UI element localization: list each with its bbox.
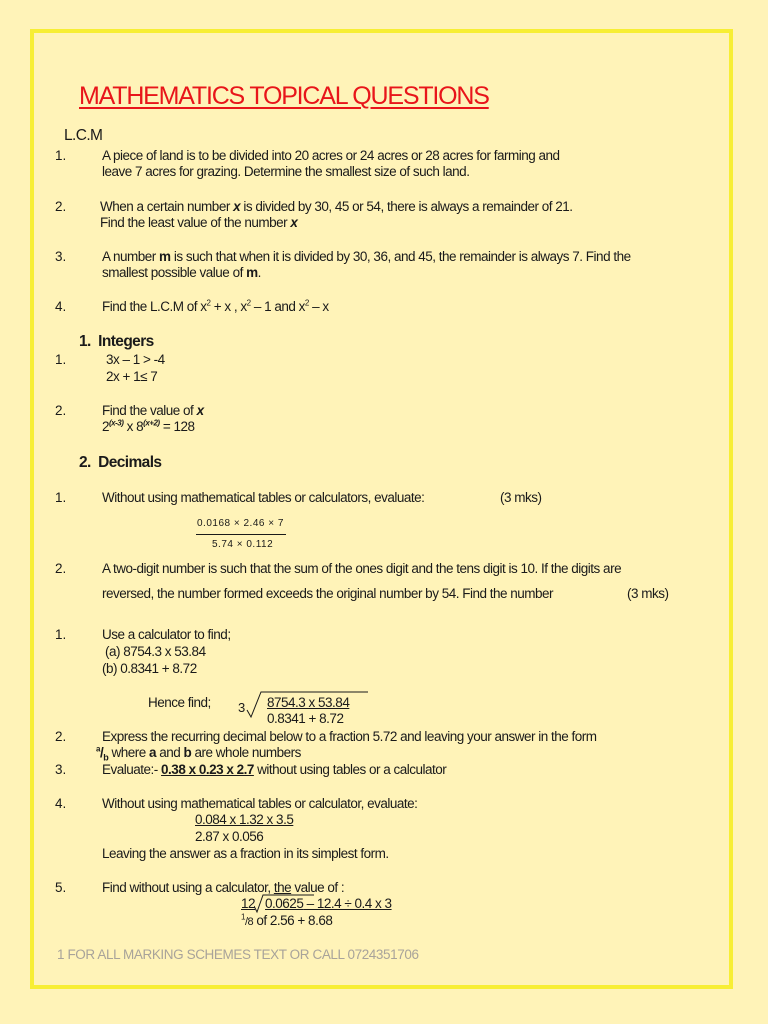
question-number: 2.	[55, 729, 67, 744]
question-number: 2.	[55, 199, 67, 214]
question-number: 4.	[55, 796, 67, 811]
question-number: 1.	[55, 148, 67, 163]
fraction-numerator: 12 0.0625 – 12.4 ÷ 0.4 x 3	[241, 896, 392, 911]
question-text: Hence find;	[148, 695, 211, 710]
section-heading-integers: 1. Integers	[79, 333, 154, 350]
page-title: MATHEMATICS TOPICAL QUESTIONS	[79, 82, 489, 110]
question-number: 1.	[55, 627, 67, 642]
question-number: 4.	[55, 299, 67, 314]
question-number: 1.	[55, 490, 67, 505]
section-heading-decimals: 2. Decimals	[79, 454, 162, 471]
question-text: Find the value of x	[102, 403, 204, 418]
fraction-denominator: 5.74 × 0.112	[212, 539, 274, 550]
question-number: 1.	[55, 352, 67, 367]
question-number: 2.	[55, 561, 67, 576]
root-numerator: 8754.3 x 53.84	[267, 695, 350, 710]
fraction-bar	[196, 534, 286, 535]
question-text: leave 7 acres for grazing. Determine the smallest size of such land.	[102, 164, 470, 179]
question-text: A piece of land is to be divided into 20 acres or 24 acres or 28 acres for farming and	[102, 148, 560, 163]
fraction-numerator: 0.0168 × 2.46 × 7	[197, 518, 284, 529]
inequality: 3x – 1 > -4	[106, 352, 165, 367]
question-number: 2.	[55, 403, 67, 418]
question-text: reversed, the number formed exceeds the original number by 54. Find the number	[102, 586, 554, 601]
inequality: 2x + 1≤ 7	[106, 369, 158, 384]
question-text: Evaluate:- 0.38 x 0.23 x 2.7 without using tables or a calculator	[102, 762, 447, 777]
root-index: 3	[238, 700, 245, 715]
fraction-denominator: 2.87 x 0.056	[195, 829, 264, 844]
marks-label: (3 mks)	[627, 586, 669, 601]
root-denominator: 0.8341 + 8.72	[267, 711, 344, 726]
question-text: $^a/_b$ where a and b are whole numbers	[96, 744, 301, 763]
exponent-equation: 2$^{(x-3)}$ x $8^{(x+2)} = 128$	[102, 418, 195, 434]
question-number: 5.	[55, 880, 67, 895]
question-text: Find the L.C.M of $x^2 + x$ , $x^2 - 1$ and $x^2$ – x	[102, 298, 329, 314]
question-text: Without using mathematical tables or calculator, evaluate:	[102, 796, 418, 811]
question-text: Use a calculator to find;	[102, 627, 231, 642]
question-text: Leaving the answer as a fraction in its simplest form.	[102, 846, 389, 861]
fraction-numerator: 0.084 x 1.32 x 3.5	[195, 812, 294, 827]
fraction-denominator: $^1$/8 of 2.56 + 8.68	[241, 912, 333, 928]
question-part: (b) 0.8341 + 8.72	[102, 661, 197, 676]
question-number: 3.	[55, 762, 67, 777]
question-part: (a) 8754.3 x 53.84	[105, 644, 206, 659]
marks-label: (3 mks)	[500, 490, 542, 505]
footer-contact: 1 FOR ALL MARKING SCHEMES TEXT OR CALL 0724351706	[57, 947, 419, 962]
question-text: Express the recurring decimal below to a fraction 5.72 and leaving your answer in the form	[102, 729, 597, 744]
question-text: A two-digit number is such that the sum of the ones digit and the tens digit is 10. If the digits are	[102, 561, 622, 576]
question-text: Without using mathematical tables or calculators, evaluate:	[102, 490, 425, 505]
section-heading-lcm: L.C.M	[64, 127, 103, 144]
question-text: A number m is such that when it is divided by 30, 36, and 45, the remainder is always 7. Find the	[102, 249, 631, 264]
question-number: 3.	[55, 249, 67, 264]
question-text: Find the least value of the number x	[100, 215, 298, 230]
question-text: smallest possible value of m.	[102, 265, 261, 280]
square-root-sign	[254, 893, 314, 915]
question-text: When a certain number x is divided by 30, 45 or 54, there is always a remainder of 21.	[100, 199, 573, 214]
question-text: Find without using a calculator, the value of :	[102, 880, 345, 895]
